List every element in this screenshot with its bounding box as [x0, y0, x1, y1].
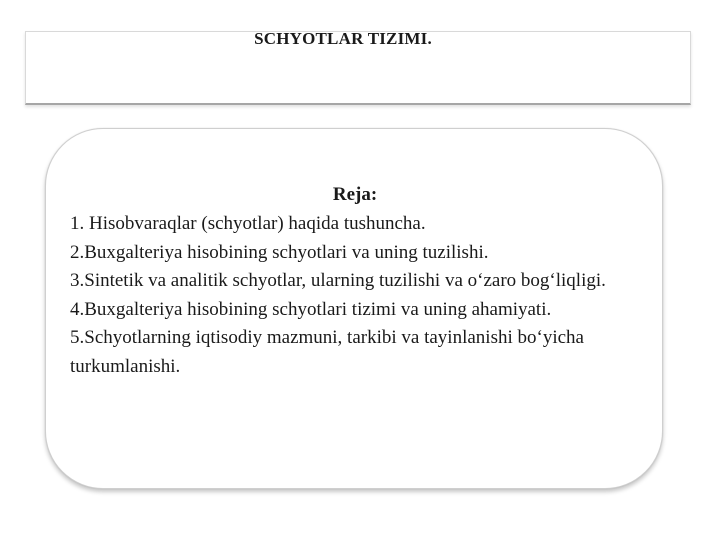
plan-item: 3.Sintetik va analitik schyotlar, ularning tuzilishi va o‘zaro bog‘liqligi.	[70, 270, 606, 292]
plan-heading: Reja:	[332, 184, 378, 205]
plan-list	[70, 210, 630, 382]
plan-item: 2.Buxgalteriya hisobining schyotlari va uning tuzilishi.	[70, 241, 489, 263]
plan-item: 1. Hisobvaraqlar (schyotlar) haqida tushuncha.	[70, 213, 426, 234]
slide-title: SCHYOTLAR TIZIMI.	[254, 29, 432, 48]
plan-card	[45, 128, 663, 489]
plan-item: 4.Buxgalteriya hisobining schyotlari tizimi va uning ahamiyati.	[70, 298, 552, 320]
plan-item: 5.Schyotlarning iqtisodiy mazmuni, tarkibi va tayinlanishi bo‘yicha turkumlanishi.	[70, 327, 584, 377]
